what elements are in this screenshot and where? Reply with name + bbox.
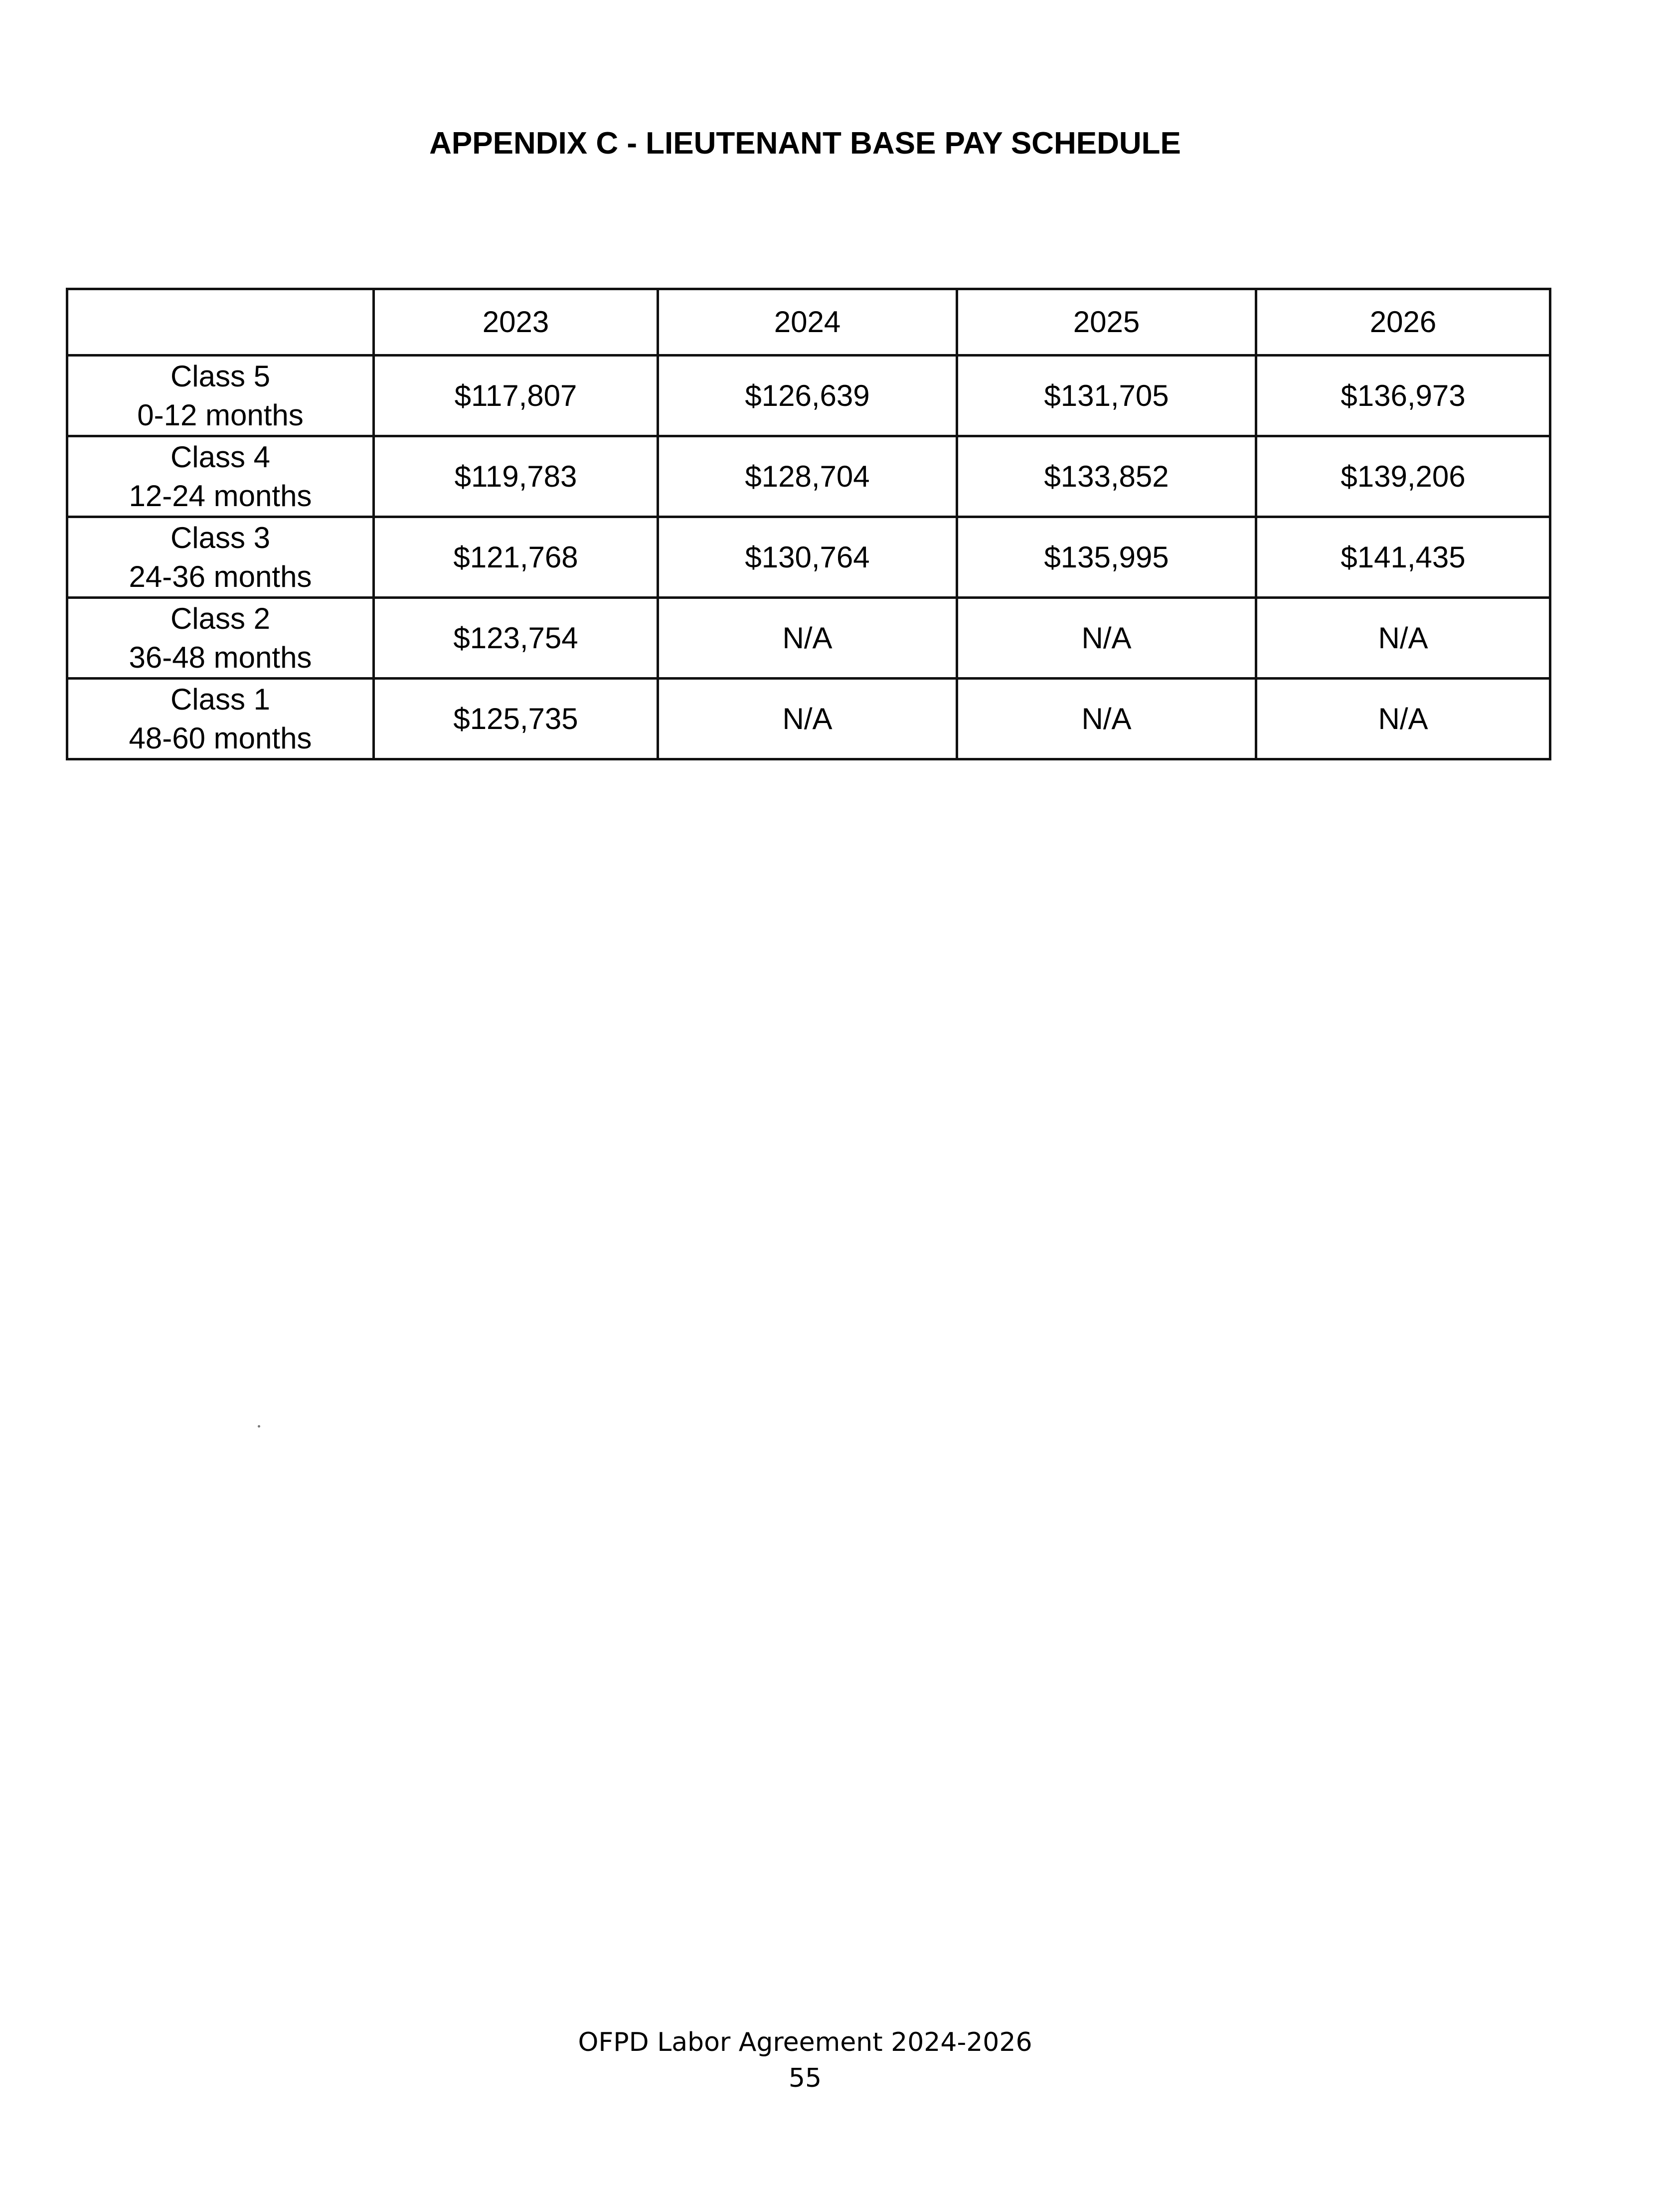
page-footer [0, 2024, 1610, 2096]
header-year-2024: 2024 [658, 289, 957, 356]
pay-cell: $130,764 [658, 517, 957, 598]
pay-cell: $141,435 [1256, 517, 1550, 598]
footer-document-title: OFPD Labor Agreement 2024-2026 [578, 2027, 1032, 2057]
row-label-cell [67, 436, 374, 517]
class-name: Class 5 [170, 359, 271, 393]
header-year-2026: 2026 [1256, 289, 1550, 356]
class-name: Class 1 [170, 682, 271, 716]
class-name: Class 4 [170, 440, 271, 474]
pay-cell: $123,754 [374, 598, 658, 679]
pay-cell: $125,735 [374, 679, 658, 759]
table-row [67, 436, 1550, 517]
table-row [67, 356, 1550, 436]
class-range: 24-36 months [129, 559, 312, 593]
class-range: 12-24 months [129, 479, 312, 513]
pay-cell: $136,973 [1256, 356, 1550, 436]
row-label-cell [67, 356, 374, 436]
pay-cell: N/A [658, 679, 957, 759]
pay-cell: $135,995 [957, 517, 1256, 598]
pay-cell: $117,807 [374, 356, 658, 436]
header-year-2023: 2023 [374, 289, 658, 356]
pay-cell: N/A [658, 598, 957, 679]
pay-schedule-table [66, 288, 1551, 760]
page-title: APPENDIX C - LIEUTENANT BASE PAY SCHEDULE [429, 126, 1181, 161]
pay-cell: $121,768 [374, 517, 658, 598]
pay-cell: N/A [957, 679, 1256, 759]
pay-cell: N/A [1256, 679, 1550, 759]
class-range: 0-12 months [137, 398, 304, 432]
pay-cell: $126,639 [658, 356, 957, 436]
row-label-cell [67, 679, 374, 759]
pay-cell: N/A [957, 598, 1256, 679]
page-number: 55 [788, 2063, 822, 2093]
pay-cell: $133,852 [957, 436, 1256, 517]
header-corner-cell [67, 289, 374, 356]
scan-speck [258, 1425, 260, 1428]
pay-cell: $128,704 [658, 436, 957, 517]
class-range: 36-48 months [129, 640, 312, 674]
table-row [67, 517, 1550, 598]
pay-cell: N/A [1256, 598, 1550, 679]
class-range: 48-60 months [129, 721, 312, 755]
table-row [67, 679, 1550, 759]
class-name: Class 3 [170, 521, 271, 554]
class-name: Class 2 [170, 601, 271, 635]
table-row [67, 598, 1550, 679]
header-year-2025: 2025 [957, 289, 1256, 356]
pay-cell: $131,705 [957, 356, 1256, 436]
pay-cell: $119,783 [374, 436, 658, 517]
row-label-cell [67, 598, 374, 679]
row-label-cell [67, 517, 374, 598]
table-header-row [67, 289, 1550, 356]
pay-cell: $139,206 [1256, 436, 1550, 517]
